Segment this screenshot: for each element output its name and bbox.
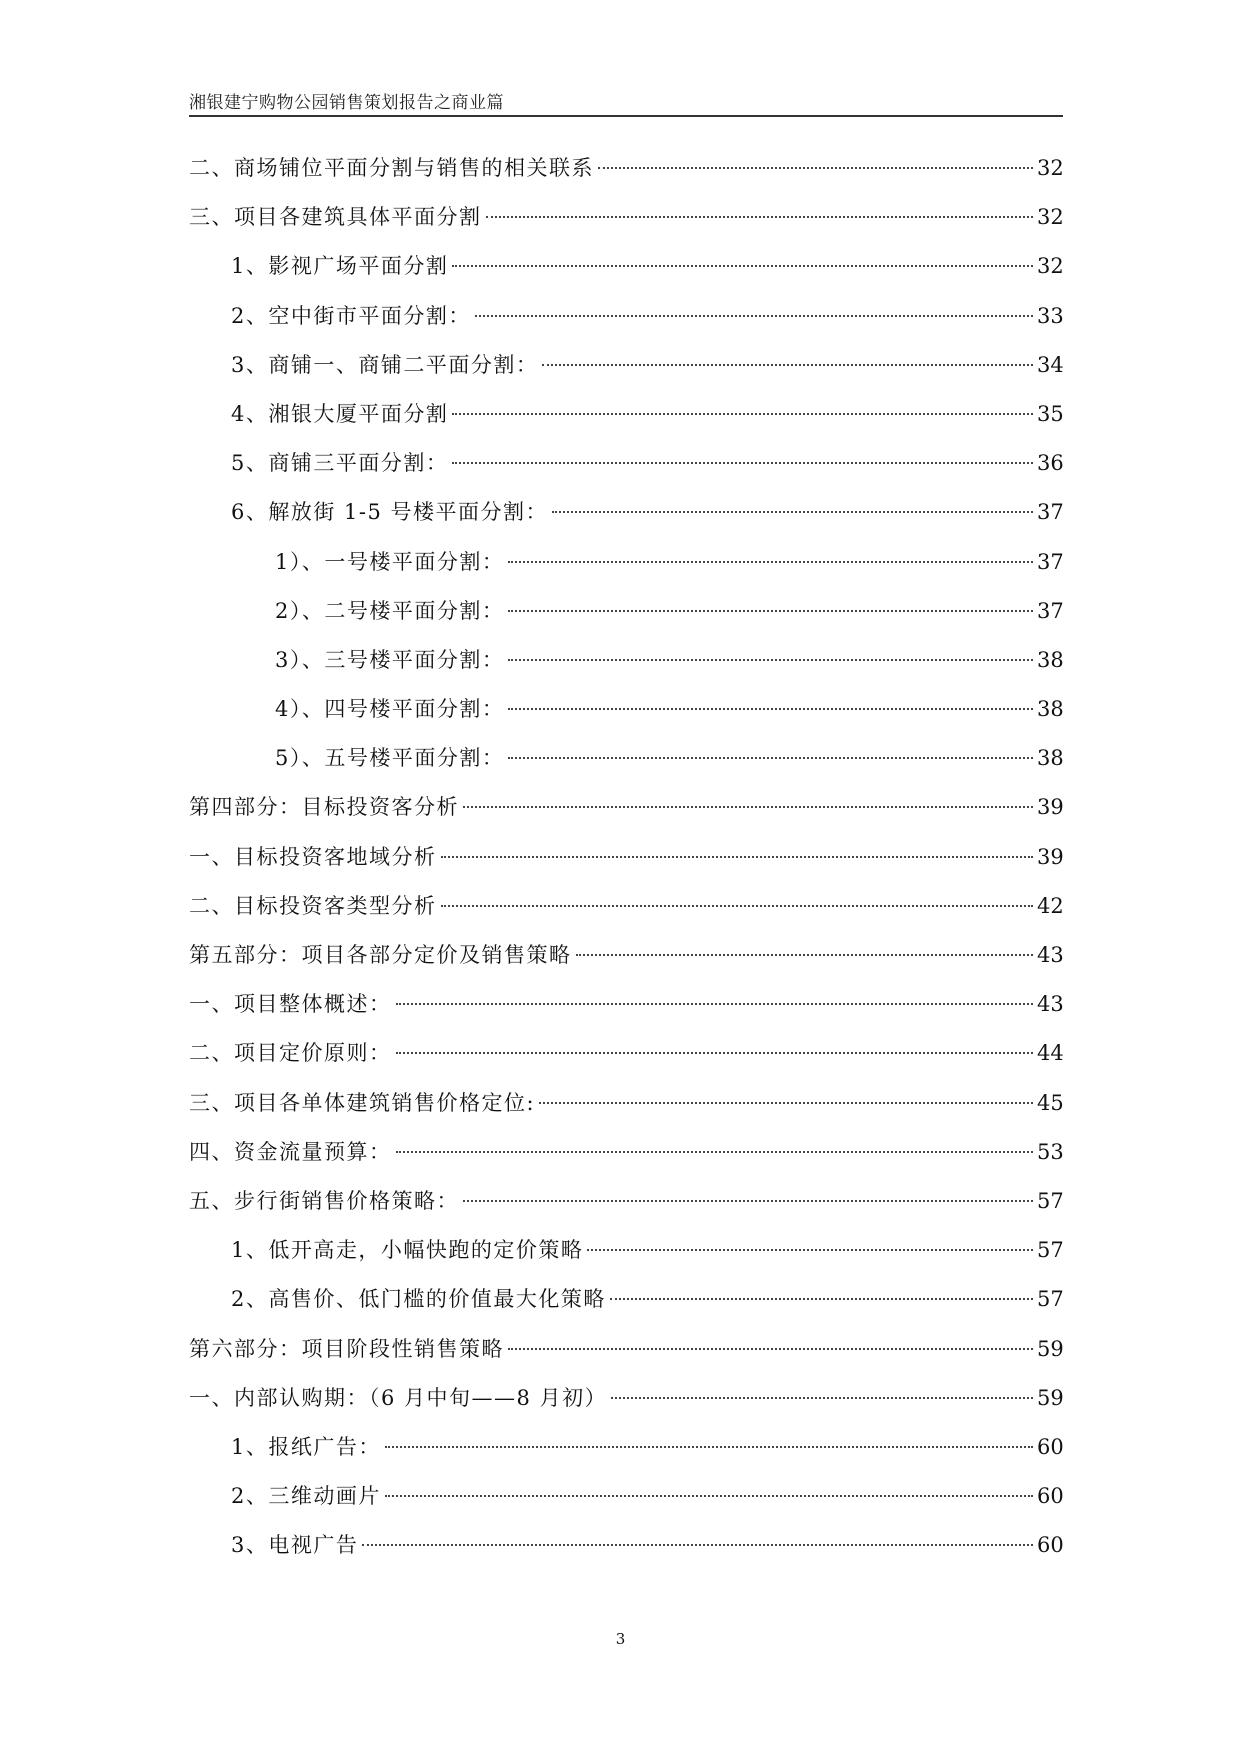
toc-dot-leader	[552, 511, 1033, 513]
toc-entry-page: 38	[1037, 746, 1064, 771]
toc-dot-leader	[486, 216, 1034, 218]
toc-entry[interactable]	[189, 1088, 1063, 1137]
toc-entry-page: 53	[1037, 1139, 1064, 1164]
toc-entry[interactable]	[189, 1432, 1063, 1481]
toc-entry[interactable]	[189, 1235, 1063, 1284]
toc-entry-page: 33	[1037, 303, 1064, 328]
toc-entry-page: 36	[1037, 451, 1064, 476]
toc-dot-leader	[396, 1151, 1034, 1153]
toc-dot-leader	[452, 413, 1033, 415]
toc-entry[interactable]	[189, 940, 1063, 989]
toc-dot-leader	[508, 757, 1033, 759]
toc-dot-leader	[587, 1249, 1033, 1251]
toc-entry-title: 一、内部认购期：（6 月中旬——8 月初）	[189, 1385, 608, 1410]
toc-entry-page: 42	[1037, 893, 1064, 918]
toc-entry-page: 32	[1037, 254, 1064, 279]
toc-entry[interactable]	[189, 547, 1063, 596]
toc-dot-leader	[508, 708, 1033, 710]
toc-entry-page: 37	[1037, 549, 1064, 574]
toc-entry-title: 2、空中街市平面分割：	[231, 303, 471, 328]
toc-entry-title: 二、目标投资客类型分析	[189, 893, 437, 918]
toc-dot-leader	[463, 806, 1033, 808]
toc-entry[interactable]	[189, 989, 1063, 1038]
toc-entry[interactable]	[189, 596, 1063, 645]
toc-entry[interactable]	[189, 251, 1063, 300]
toc-dot-leader	[441, 905, 1034, 907]
toc-dot-leader	[611, 1397, 1033, 1399]
toc-dot-leader	[396, 1052, 1034, 1054]
toc-entry-page: 43	[1037, 992, 1064, 1017]
toc-entry-page: 59	[1037, 1385, 1064, 1410]
table-of-contents	[189, 153, 1063, 1579]
toc-entry-title: 2）、二号楼平面分割：	[275, 598, 505, 623]
toc-entry-page: 39	[1037, 844, 1064, 869]
toc-entry-title: 三、项目各建筑具体平面分割	[189, 205, 482, 230]
toc-entry[interactable]	[189, 842, 1063, 891]
toc-entry[interactable]	[189, 1137, 1063, 1186]
toc-entry-title: 四、资金流量预算：	[189, 1139, 392, 1164]
toc-entry-title: 五、步行街销售价格策略：	[189, 1188, 459, 1213]
toc-entry[interactable]	[189, 792, 1063, 841]
toc-entry-title: 1、报纸广告：	[231, 1434, 381, 1459]
toc-entry-page: 57	[1037, 1188, 1064, 1213]
toc-entry-page: 44	[1037, 1041, 1064, 1066]
toc-entry[interactable]	[189, 1383, 1063, 1432]
toc-dot-leader	[508, 1348, 1033, 1350]
toc-entry-page: 60	[1037, 1484, 1064, 1509]
toc-dot-leader	[385, 1446, 1033, 1448]
toc-entry[interactable]	[189, 694, 1063, 743]
toc-entry-title: 3）、三号楼平面分割：	[275, 647, 505, 672]
toc-entry[interactable]	[189, 1481, 1063, 1530]
toc-entry-page: 37	[1037, 598, 1064, 623]
toc-entry[interactable]	[189, 350, 1063, 399]
toc-dot-leader	[539, 1102, 1033, 1104]
toc-entry-title: 3、商铺一、商铺二平面分割：	[231, 352, 539, 377]
page-number: 3	[615, 1630, 626, 1648]
toc-entry[interactable]	[189, 891, 1063, 940]
toc-entry-title: 4）、四号楼平面分割：	[275, 697, 505, 722]
toc-entry-page: 34	[1037, 352, 1064, 377]
toc-entry-title: 6、解放街 1-5 号楼平面分割：	[231, 500, 549, 525]
toc-dot-leader	[396, 1003, 1034, 1005]
toc-entry-title: 三、项目各单体建筑销售价格定位:	[189, 1090, 536, 1115]
header-rule	[189, 115, 1063, 117]
toc-dot-leader	[576, 954, 1034, 956]
toc-entry-page: 43	[1037, 943, 1064, 967]
toc-entry[interactable]	[189, 1186, 1063, 1235]
toc-entry[interactable]	[189, 448, 1063, 497]
toc-dot-leader	[475, 315, 1033, 317]
toc-entry-title: 二、项目定价原则：	[189, 1041, 392, 1066]
toc-entry-page: 32	[1037, 156, 1064, 180]
toc-dot-leader	[598, 167, 1033, 169]
toc-entry-page: 38	[1037, 697, 1064, 722]
toc-dot-leader	[452, 265, 1033, 267]
toc-entry-title: 一、目标投资客地域分析	[189, 844, 437, 869]
toc-entry[interactable]	[189, 399, 1063, 448]
toc-entry[interactable]	[189, 1334, 1063, 1383]
toc-entry-page: 59	[1037, 1336, 1064, 1361]
toc-dot-leader	[508, 610, 1033, 612]
toc-entry[interactable]	[189, 645, 1063, 694]
toc-entry-title: 1）、一号楼平面分割：	[275, 549, 505, 574]
toc-entry-title: 一、项目整体概述：	[189, 992, 392, 1017]
toc-entry[interactable]	[189, 301, 1063, 350]
toc-entry-title: 2、三维动画片	[231, 1484, 381, 1509]
toc-entry[interactable]	[189, 202, 1063, 251]
toc-entry[interactable]	[189, 743, 1063, 792]
toc-entry[interactable]	[189, 1284, 1063, 1333]
toc-entry-page: 38	[1037, 647, 1064, 672]
toc-entry-title: 4、湘银大厦平面分割	[231, 401, 449, 426]
toc-entry-page: 57	[1037, 1238, 1064, 1263]
toc-entry-title: 3、电视广告	[231, 1533, 359, 1558]
toc-dot-leader	[385, 1495, 1033, 1497]
toc-dot-leader	[508, 561, 1033, 563]
toc-dot-leader	[508, 659, 1033, 661]
toc-entry-title: 2、高售价、低门槛的价值最大化策略	[231, 1287, 606, 1312]
toc-entry[interactable]	[189, 497, 1063, 546]
toc-dot-leader	[452, 462, 1033, 464]
toc-entry-page: 60	[1037, 1434, 1064, 1459]
toc-dot-leader	[542, 364, 1033, 366]
toc-entry-page: 57	[1037, 1287, 1064, 1312]
toc-entry-page: 37	[1037, 500, 1064, 525]
toc-entry-title: 第六部分：项目阶段性销售策略	[189, 1336, 504, 1361]
toc-entry-title: 5）、五号楼平面分割：	[275, 746, 505, 771]
toc-entry-title: 5、商铺三平面分割：	[231, 451, 449, 476]
toc-entry-page: 35	[1037, 401, 1064, 426]
toc-entry[interactable]	[189, 1530, 1063, 1579]
toc-entry-title: 1、低开高走，小幅快跑的定价策略	[231, 1238, 584, 1263]
toc-entry-title: 第四部分：目标投资客分析	[189, 795, 459, 820]
toc-dot-leader	[362, 1544, 1033, 1546]
toc-entry-page: 45	[1037, 1090, 1064, 1115]
toc-dot-leader	[610, 1298, 1033, 1300]
toc-entry-page: 60	[1037, 1533, 1064, 1558]
toc-entry-title: 1、影视广场平面分割	[231, 254, 449, 279]
toc-entry-page: 32	[1037, 205, 1064, 230]
toc-entry[interactable]	[189, 1038, 1063, 1087]
toc-entry[interactable]	[189, 153, 1063, 202]
toc-dot-leader	[463, 1200, 1033, 1202]
toc-entry-page: 39	[1037, 795, 1064, 820]
running-header: 湘银建宁购物公园销售策划报告之商业篇	[189, 93, 504, 113]
toc-entry-title: 二、商场铺位平面分割与销售的相关联系	[189, 156, 594, 180]
toc-entry-title: 第五部分：项目各部分定价及销售策略	[189, 943, 572, 967]
toc-dot-leader	[441, 856, 1034, 858]
